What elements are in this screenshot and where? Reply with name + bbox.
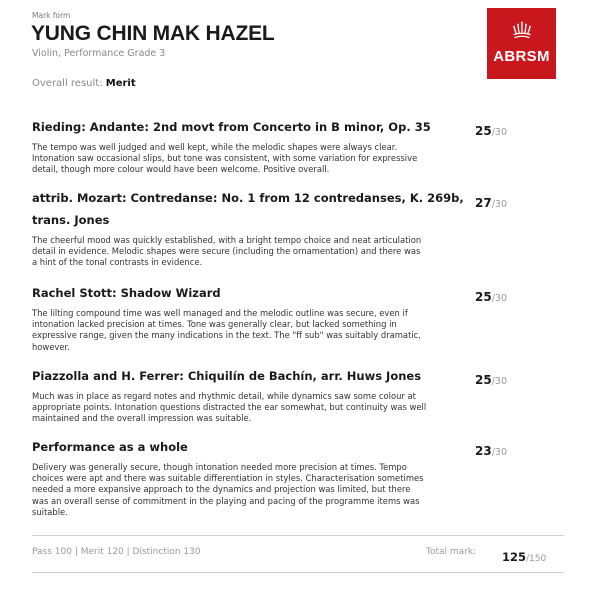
examiner-comment: The cheerful mood was quickly established, with a bright tempo choice and neat articulation detail in evidence. Melodic shapes were secure (including the ornamentation) and there was a hint of the tonal contrasts in evidence. — [32, 235, 422, 268]
mark-out-of: /30 — [491, 199, 507, 210]
piece-title: attrib. Mozart: Contredanse: No. 1 from 12 contredanses, K. 269b, trans. Jones — [32, 191, 464, 227]
form-label: Mark form — [32, 11, 71, 20]
grade-thresholds: Pass 100 | Merit 120 | Distinction 130 — [32, 547, 201, 557]
section-title: Performance as a whole — [32, 440, 188, 454]
piece-title: Rachel Stott: Shadow Wizard — [32, 286, 221, 300]
examiner-comment: Much was in place as regard notes and rhythmic detail, while dynamics saw some colour at appropriate points. Intonation questions distracted the ear somewhat, but continuity was well maintained and the overall impression was suitable. — [32, 391, 427, 424]
piece-section-1 — [32, 116, 552, 176]
total-out-of: /150 — [526, 554, 547, 564]
overall-result-value: Merit — [105, 78, 136, 89]
examiner-comment: Delivery was generally secure, though intonation needed more precision at times. Tempo choices were apt and there was suitable differentiation in styles. Characterisation sometimes needed a more expansive approach to the dynamics and projection was limited, but there was an overall sense of commitment in the playing and pacing of the programme items was suitable. — [32, 462, 424, 517]
mark-score: 25 — [475, 373, 492, 387]
total-mark-label: Total mark: — [426, 547, 477, 557]
logo-text: ABRSM — [493, 48, 550, 65]
total-score: 125 — [502, 550, 527, 564]
piece-section-4 — [32, 365, 552, 425]
performance-mark — [475, 440, 550, 459]
total-mark — [502, 546, 546, 565]
examiner-comment: The lilting compound time was well managed and the melodic outline was secure, even if intonation lacked precision at times. Tone was generally clear, but lacked something in expressive range, given the many indications in the text. The "ff sub" was suitably dramatic, however. — [32, 308, 421, 352]
piece-section-2 — [32, 187, 552, 269]
mark-out-of: /30 — [491, 447, 507, 458]
footer-top-divider — [32, 535, 564, 536]
mark-out-of: /30 — [491, 127, 507, 138]
piece-section-3 — [32, 282, 552, 353]
candidate-name: YUNG CHIN MAK HAZEL — [31, 22, 275, 45]
overall-result-label: Overall result: — [32, 78, 103, 89]
mark-score: 23 — [475, 444, 492, 458]
mark-score: 25 — [475, 290, 492, 304]
mark-out-of: /30 — [491, 293, 507, 304]
mark-score: 25 — [475, 124, 492, 138]
piece-mark — [475, 192, 550, 211]
footer-bottom-divider — [32, 572, 564, 573]
overall-result-line — [32, 78, 136, 89]
piece-mark — [475, 286, 550, 305]
piece-mark — [475, 120, 550, 139]
mark-score: 27 — [475, 196, 492, 210]
examiner-comment: The tempo was well judged and well kept, while the melodic shapes were always clear. Intonation saw occasional slips, but tone was consistent, with some variation for expressive detail, though more colour would have been welcome. Positive overall. — [32, 142, 418, 175]
exam-subject: Violin, Performance Grade 3 — [32, 48, 166, 59]
piece-mark — [475, 369, 550, 388]
performance-section — [32, 436, 552, 518]
piece-title: Rieding: Andante: 2nd movt from Concerto in B minor, Op. 35 — [32, 120, 431, 134]
crown-icon — [511, 21, 533, 41]
abrsm-logo — [487, 8, 556, 79]
piece-title: Piazzolla and H. Ferrer: Chiquilín de Bachín, arr. Huws Jones — [32, 369, 422, 383]
mark-out-of: /30 — [491, 376, 507, 387]
